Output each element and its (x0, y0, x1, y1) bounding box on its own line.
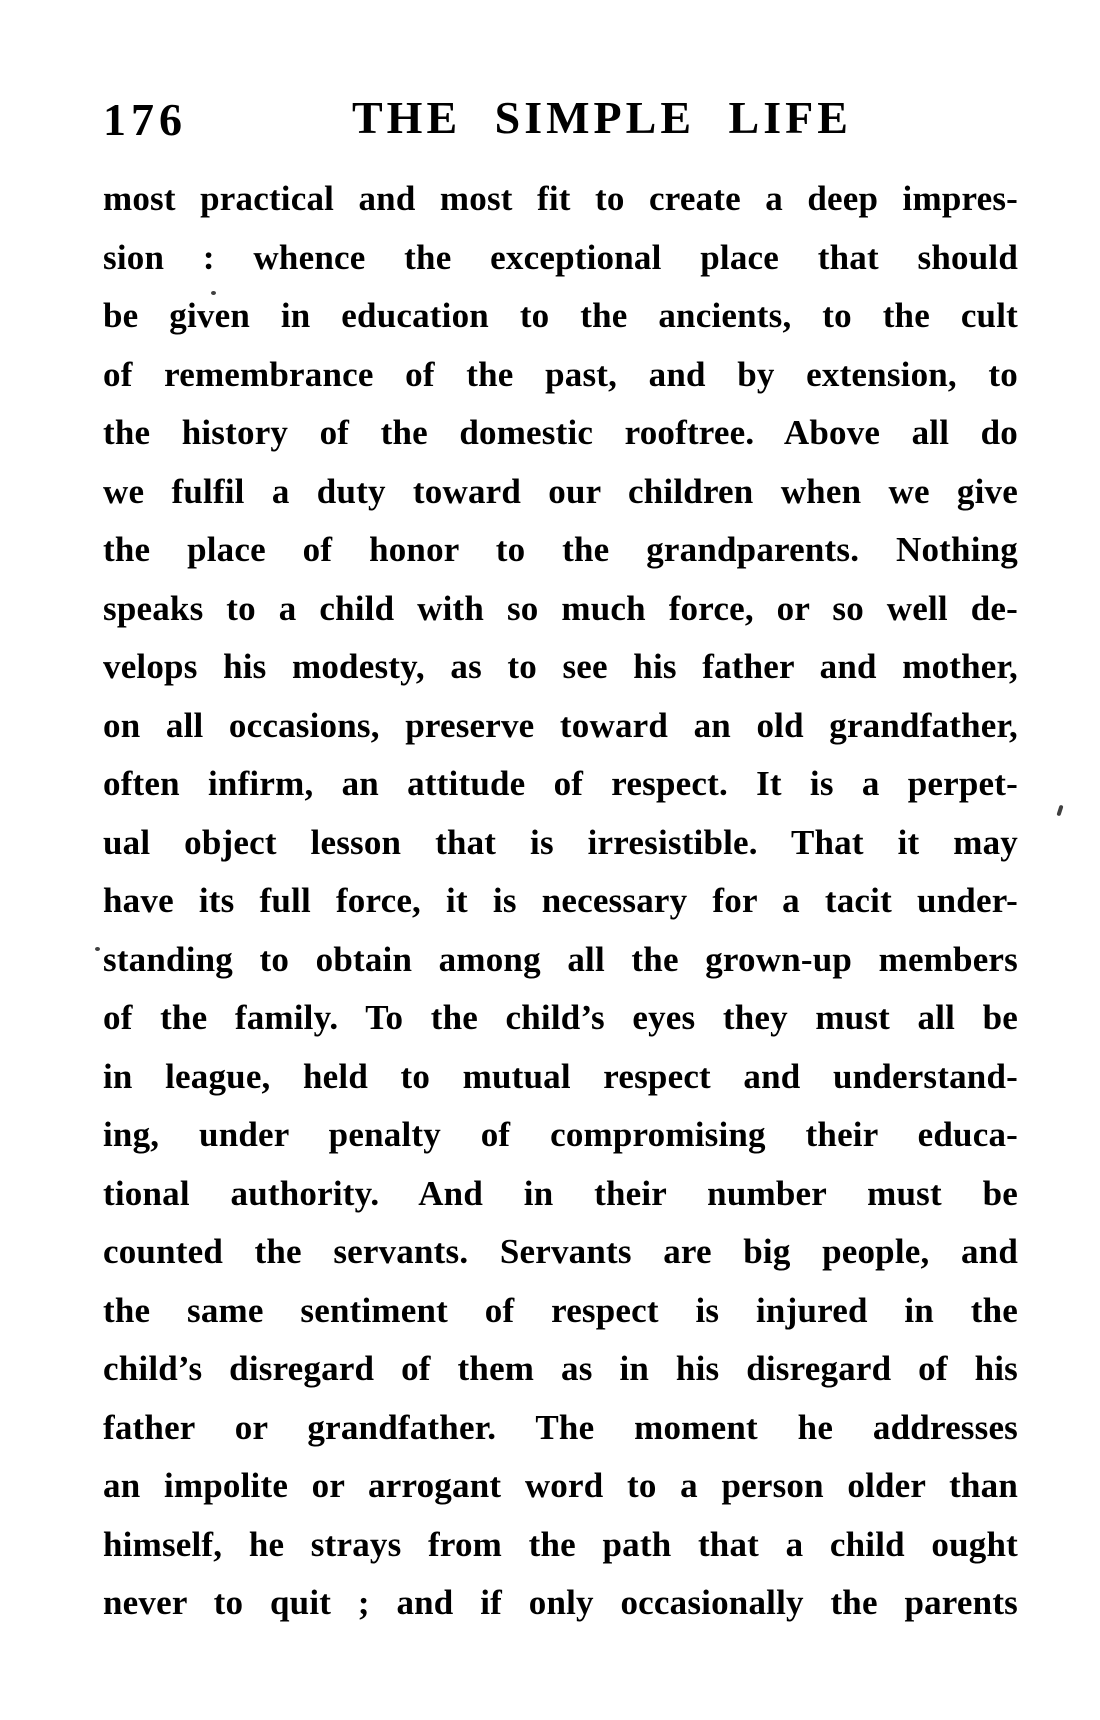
text-line: speaks to a child with so much force, or so well de- (103, 588, 1018, 628)
text-line: of the family. To the child’s eyes they must all be (103, 998, 1018, 1037)
text-line: most practical and most fit to create a deep impres- (103, 179, 1018, 218)
text-line: never to quit ; and if only occasionally the parents (103, 1583, 1018, 1622)
text-line: velops his modesty, as to see his father and mother, (103, 647, 1018, 686)
text-line: of remembrance of the past, and by extension, to (103, 354, 1018, 394)
text-line: be given in education to the ancients, to the cult (103, 296, 1018, 335)
text-line: the place of honor to the grandparents. Nothing (103, 530, 1018, 569)
text-line: counted the servants. Servants are big people, and (103, 1232, 1018, 1271)
text-line: ual object lesson that is irresistible. That it may (103, 822, 1018, 862)
text-line: standing to obtain among all the grown-up members (103, 939, 1018, 979)
body-text (103, 170, 1018, 1633)
text-line: ing, under penalty of compromising their educa- (103, 1115, 1018, 1154)
text-line: we fulfil a duty toward our children when we give (103, 471, 1018, 511)
text-line: in league, held to mutual respect and understand- (103, 1056, 1018, 1096)
text-line: himself, he strays from the path that a child ought (103, 1524, 1018, 1564)
text-line: the same sentiment of respect is injured in the (103, 1290, 1018, 1330)
scan-speck (211, 291, 216, 295)
text-line: sion : whence the exceptional place that should (103, 237, 1018, 277)
text-line: the history of the domestic rooftree. Above all do (103, 413, 1018, 452)
text-line: often infirm, an attitude of respect. It is a perpet- (103, 764, 1018, 803)
text-line: have its full force, it is necessary for a tacit under- (103, 881, 1018, 920)
scan-speck (95, 947, 100, 951)
text-line: tional authority. And in their number must be (103, 1173, 1018, 1213)
scan-speck (1056, 805, 1063, 817)
running-title: THE SIMPLE LIFE (352, 92, 852, 143)
page-number: 176 (103, 94, 187, 145)
text-line: child’s disregard of them as in his disregard of his (103, 1349, 1018, 1388)
text-line: an impolite or arrogant word to a person older than (103, 1466, 1018, 1505)
text-line: on all occasions, preserve toward an old grandfather, (103, 705, 1018, 745)
text-line: father or grandfather. The moment he addresses (103, 1407, 1018, 1447)
